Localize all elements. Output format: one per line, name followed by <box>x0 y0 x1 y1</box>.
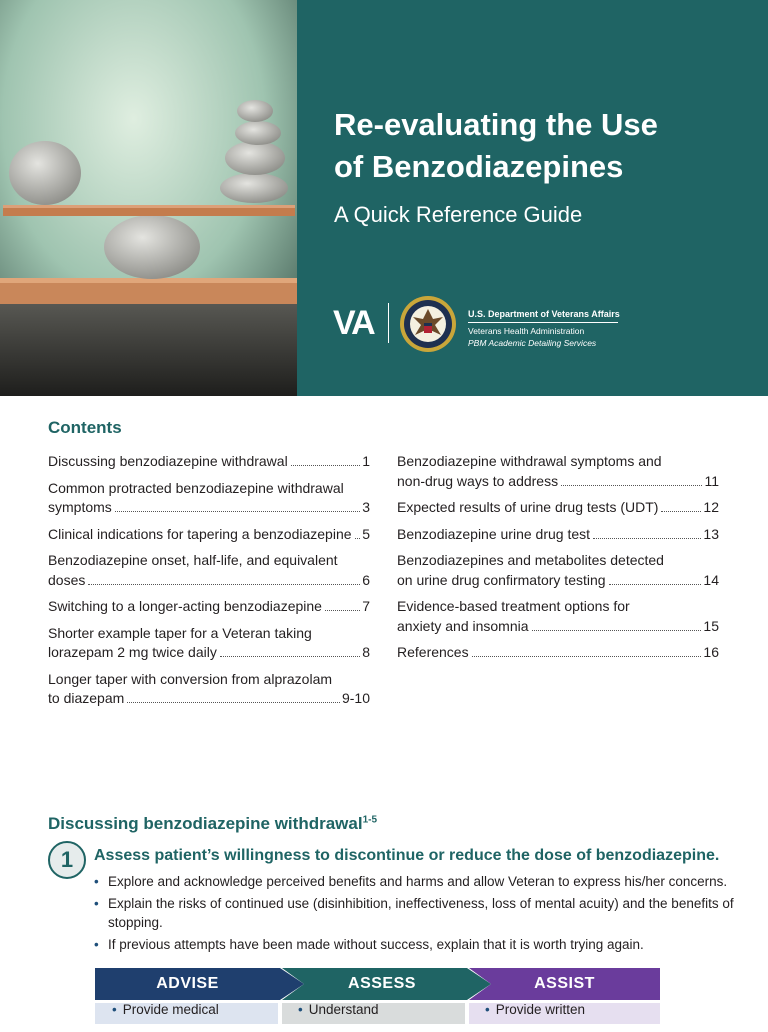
assess-label: ASSESS <box>348 975 416 992</box>
toc-page-number: 12 <box>703 499 719 515</box>
toc-entry[interactable] <box>48 597 370 617</box>
toc-right-column <box>397 452 719 670</box>
toc-entry-text: non-drug ways to address <box>397 472 559 489</box>
advise-label: ADVISE <box>156 975 219 992</box>
assist-label: ASSIST <box>534 975 595 992</box>
logo-divider <box>388 303 389 343</box>
step-heading: Assess patient’s willingness to discontinue or reduce the dose of benzodiazepine. <box>94 847 720 864</box>
toc-leader <box>593 538 701 539</box>
toc-page-number: 6 <box>362 571 370 588</box>
toc-page-number: 13 <box>703 525 719 542</box>
toc-entry-text: Benzodiazepine onset, half-life, and equivalent <box>48 552 338 568</box>
dept-name: U.S. Department of Veterans Affairs <box>468 309 620 319</box>
toc-entry-text: on urine drug confirmatory testing <box>397 571 606 588</box>
bullet-icon: • <box>112 1002 117 1017</box>
toc-page-number: 16 <box>703 644 719 660</box>
toc-entry[interactable] <box>48 670 370 709</box>
toc-leader <box>661 511 701 512</box>
toc-leader <box>561 485 702 486</box>
toc-entry-text: Switching to a longer-acting benzodiazepine <box>48 598 322 614</box>
assess-item-text: Understand <box>308 1002 379 1017</box>
balanced-stones-photo <box>0 0 297 396</box>
section-heading-text: Discussing benzodiazepine withdrawal <box>48 814 363 833</box>
toc-entry[interactable] <box>48 479 370 518</box>
toc-entry[interactable] <box>397 597 719 636</box>
toc-entry-text: lorazepam 2 mg twice daily <box>48 644 217 660</box>
toc-entry-text: Benzodiazepine withdrawal symptoms and <box>397 453 662 469</box>
toc-entry[interactable] <box>397 452 719 491</box>
advise-item-text: Provide medical <box>122 1002 219 1017</box>
toc-leader <box>532 630 702 631</box>
toc-page-number: 7 <box>362 598 370 614</box>
page-title <box>334 104 754 188</box>
toc-page-number: 15 <box>703 617 719 634</box>
toc-leader <box>472 656 702 657</box>
title-line-1: Re-evaluating the Use <box>334 107 658 142</box>
toc-leader <box>609 584 702 585</box>
toc-entry-text: Benzodiazepine urine drug test <box>397 525 591 542</box>
vha-name: Veterans Health Administration <box>468 326 585 336</box>
toc-page-number: 11 <box>704 472 719 489</box>
toc-entry-text: Expected results of urine drug tests (UDT) <box>397 499 659 515</box>
toc-page-number: 8 <box>362 644 370 660</box>
toc-entry-text: Discussing benzodiazepine withdrawal <box>48 453 288 469</box>
toc-leader <box>355 538 361 539</box>
assist-item-text: Provide written <box>495 1002 586 1017</box>
bullet-item: • Explore and acknowledge perceived benefits and harms and allow Veteran to express his/her concerns. <box>94 872 744 891</box>
toc-leader <box>325 610 360 611</box>
toc-left-column <box>48 452 370 716</box>
contents-heading: Contents <box>48 418 122 437</box>
page-subtitle: A Quick Reference Guide <box>334 202 583 227</box>
dept-rule <box>468 322 618 323</box>
toc-entry-text: doses <box>48 571 86 588</box>
toc-entry[interactable] <box>48 551 370 590</box>
bullet-icon: • <box>485 1002 490 1017</box>
bullet-item: • Explain the risks of continued use (disinhibition, ineffectiveness, loss of mental acuity) and the benefits of stopping. <box>94 894 744 932</box>
step-bullet-list <box>94 872 744 957</box>
toc-entry[interactable] <box>48 525 370 545</box>
title-line-2: of Benzodiazepines <box>334 149 624 184</box>
toc-leader <box>291 465 361 466</box>
va-logo: VA <box>333 304 374 342</box>
toc-entry[interactable] <box>397 498 719 518</box>
toc-entry-text: Clinical indications for tapering a benzodiazepine <box>48 525 352 542</box>
assist-item <box>469 1002 660 1032</box>
bullet-icon: • <box>298 1002 303 1017</box>
toc-entry-text: Shorter example taper for a Veteran taking <box>48 624 312 641</box>
toc-leader <box>115 511 360 512</box>
toc-entry[interactable] <box>397 525 719 545</box>
toc-leader <box>220 656 360 657</box>
toc-entry-text: to diazepam <box>48 690 125 706</box>
cover-header <box>0 0 768 396</box>
toc-entry-text: Benzodiazepines and metabolites detected <box>397 552 664 568</box>
toc-entry[interactable] <box>48 452 370 472</box>
toc-page-number: 14 <box>703 571 719 588</box>
toc-entry-text: symptoms <box>48 499 112 515</box>
va-seal-icon <box>399 295 457 353</box>
toc-entry-text: Common protracted benzodiazepine withdrawal <box>48 479 344 496</box>
advise-item <box>96 1002 279 1032</box>
toc-entry-text: References <box>397 644 469 660</box>
toc-page-number: 3 <box>362 499 370 515</box>
toc-entry[interactable] <box>48 624 370 663</box>
toc-entry-text: anxiety and insomnia <box>397 617 529 634</box>
bullet-item: • If previous attempts have been made without success, explain that it is worth trying again. <box>94 935 744 954</box>
toc-page-number: 1 <box>362 453 370 469</box>
toc-page-number: 9-10 <box>341 690 370 706</box>
pbm-name: PBM Academic Detailing Services <box>468 338 597 348</box>
toc-entry-text: Longer taper with conversion from alprazolam <box>48 670 333 687</box>
toc-leader <box>88 584 360 585</box>
section-heading <box>48 814 377 834</box>
step-number-badge: 1 <box>48 841 86 879</box>
toc-leader <box>127 702 340 703</box>
assess-item <box>282 1002 465 1032</box>
toc-entry[interactable] <box>397 551 719 590</box>
section-heading-ref: 1-5 <box>362 814 378 826</box>
toc-entry[interactable] <box>397 643 719 663</box>
toc-page-number: 5 <box>362 525 370 542</box>
toc-entry-text: Evidence-based treatment options for <box>397 598 630 614</box>
